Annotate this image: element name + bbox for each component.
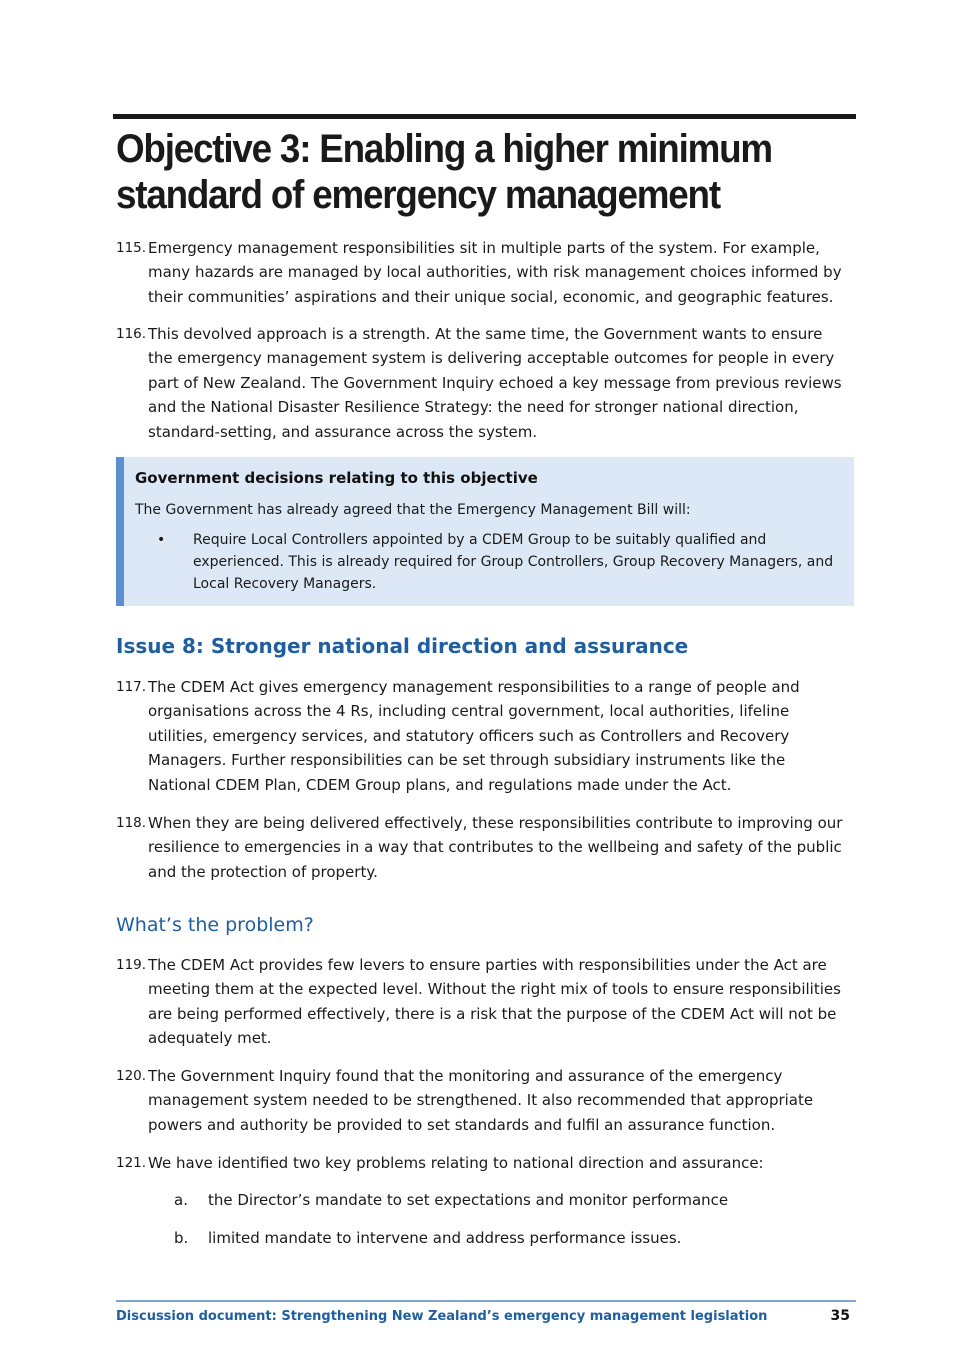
list-text: the Director’s mandate to set expectations and monitor performance <box>208 1191 729 1209</box>
list-text: limited mandate to intervene and address performance issues. <box>208 1229 682 1247</box>
paragraph-number: 120. <box>116 1068 147 1084</box>
top-divider <box>113 114 856 119</box>
paragraph-number: 118. <box>116 815 147 831</box>
list-letter: b. <box>174 1229 189 1247</box>
paragraph-number: 121. <box>116 1155 147 1171</box>
paragraph-text: The Government Inquiry found that the monitoring and assurance of the emergency management system needed to be strengthened. It also recommended that appropriate powers and authority be provided to set standards and fulfil an assurance function. <box>148 1067 814 1134</box>
callout-title: Government decisions relating to this objective <box>135 469 538 487</box>
footer-document-title: Discussion document: Strengthening New Zealand’s emergency management legislation <box>116 1309 768 1324</box>
paragraph-117 <box>116 675 850 797</box>
government-decisions-callout <box>116 457 854 606</box>
page-number: 35 <box>830 1308 850 1324</box>
paragraph-text: Emergency management responsibilities sit in multiple parts of the system. For example, many hazards are managed by local authorities, with risk management choices informed by their communities’ aspirations and their unique social, economic, and geographic features. <box>148 239 842 306</box>
paragraph-118 <box>116 811 850 884</box>
callout-bullet-item <box>135 529 847 595</box>
issue-heading: Issue 8: Stronger national direction and assurance <box>116 634 689 658</box>
paragraph-number: 117. <box>116 679 147 695</box>
page-title: Objective 3: Enabling a higher minimum standard of emergency management <box>116 127 772 217</box>
paragraph-116 <box>116 322 850 444</box>
bullet-icon: • <box>157 532 166 548</box>
list-item-b <box>174 1226 681 1250</box>
footer-divider <box>116 1300 856 1302</box>
paragraph-115 <box>116 236 850 309</box>
paragraph-text: The CDEM Act provides few levers to ensure parties with responsibilities under the Act are meeting them at the expected level. Without the right mix of tools to ensure responsibilities are being performed effectively, there is a risk that the purpose of the CDEM Act will not be adequately met. <box>148 956 841 1048</box>
list-item-a <box>174 1188 728 1212</box>
paragraph-number: 119. <box>116 957 147 973</box>
bullet-text: Require Local Controllers appointed by a CDEM Group to be suitably qualified and experienced. This is already required for Group Controllers, Group Recovery Managers, and Local Recovery Managers. <box>193 532 834 592</box>
paragraph-text: The CDEM Act gives emergency management responsibilities to a range of people and organisations across the 4 Rs, including central government, local authorities, lifeline utilities, emergency services, and statutory officers such as Controllers and Recovery Managers. Further responsibilities can be set through subsidiary instruments like the National CDEM Plan, CDEM Group plans, and regulations made under the Act. <box>148 678 800 794</box>
paragraph-text: We have identified two key problems relating to national direction and assurance: <box>148 1154 764 1172</box>
paragraph-121 <box>116 1151 850 1175</box>
paragraph-number: 116. <box>116 326 147 342</box>
paragraph-119 <box>116 953 850 1051</box>
paragraph-120 <box>116 1064 850 1137</box>
paragraph-number: 115. <box>116 240 147 256</box>
document-page <box>116 0 856 1369</box>
paragraph-text: When they are being delivered effectively, these responsibilities contribute to improving our resilience to emergencies in a way that contributes to the wellbeing and safety of the public and the protection of property. <box>148 814 843 881</box>
callout-intro: The Government has already agreed that the Emergency Management Bill will: <box>135 502 691 518</box>
list-letter: a. <box>174 1191 188 1209</box>
paragraph-text: This devolved approach is a strength. At the same time, the Government wants to ensure the emergency management system is delivering acceptable outcomes for people in every part of New Zealand. The Government Inquiry echoed a key message from previous reviews and the National Disaster Resilience Strategy: the need for stronger national direction, standard-setting, and assurance across the system. <box>148 325 842 441</box>
problem-heading: What’s the problem? <box>116 914 314 936</box>
